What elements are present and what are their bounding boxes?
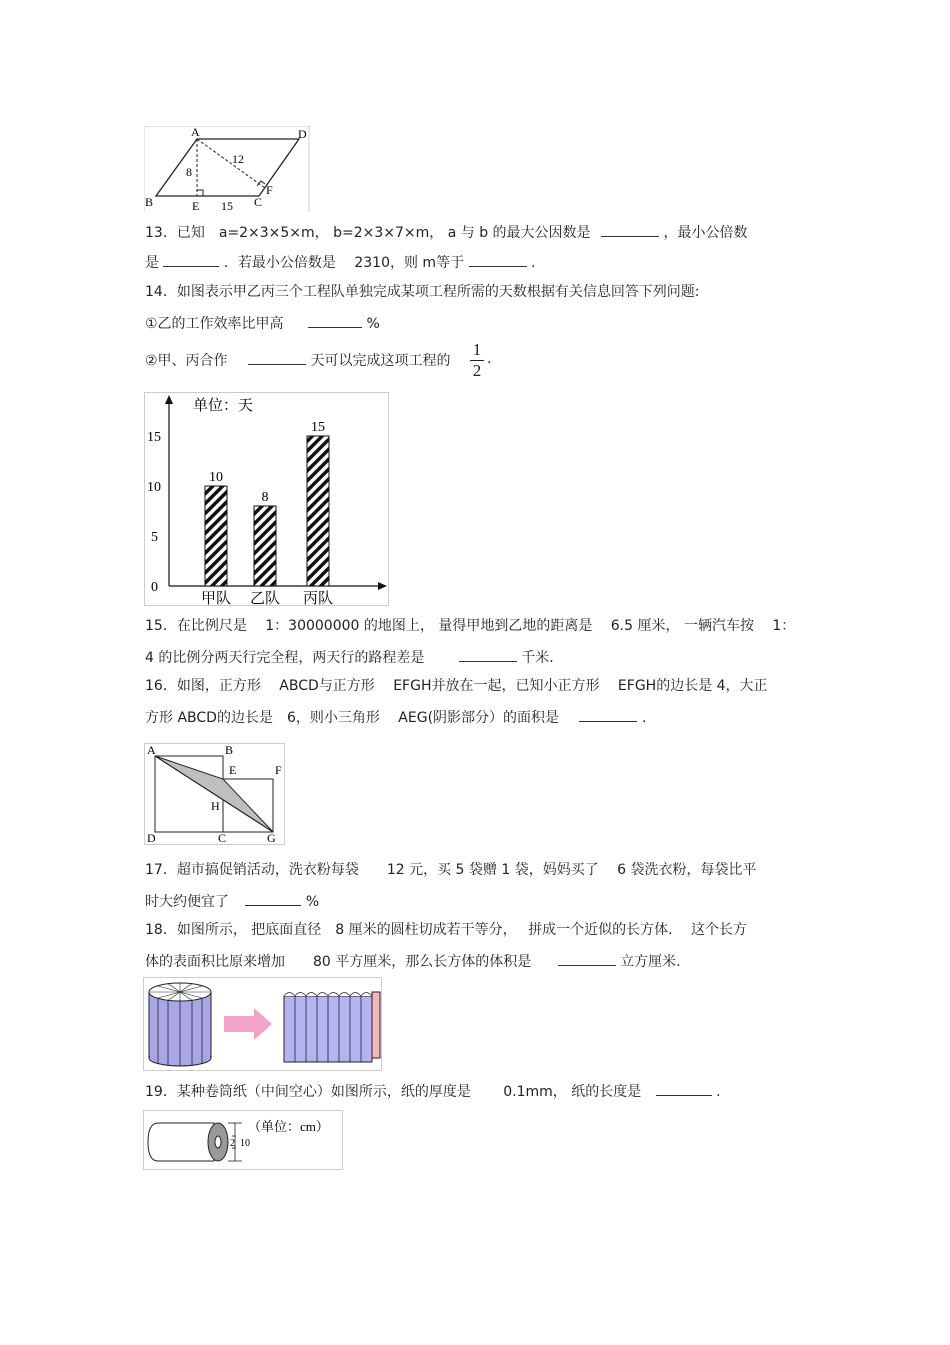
y-tick-label: 0	[151, 580, 158, 595]
q15-unit: 千米.	[521, 650, 554, 666]
q18-blank[interactable]	[558, 951, 616, 966]
q15-blank[interactable]	[459, 647, 517, 662]
bar-2	[254, 506, 276, 586]
chart-title: 单位：天	[193, 398, 254, 414]
height-label: 8	[186, 165, 192, 179]
q13-blank-gcd[interactable]	[601, 222, 659, 237]
roll-unit-label: （单位：cm）	[248, 1119, 329, 1134]
label-B: B	[145, 195, 154, 209]
label-E: E	[192, 199, 200, 212]
diagonal-label: 12	[232, 152, 244, 166]
q14-p2-period: .	[487, 351, 492, 367]
q14-part1	[145, 313, 380, 333]
cuboid	[284, 992, 380, 1062]
fraction-denominator: 2	[472, 361, 482, 380]
q15-line2	[145, 647, 554, 667]
bar-value-label: 8	[261, 490, 269, 505]
y-axis-arrow	[165, 395, 173, 404]
roll-inner-label: 2	[230, 1138, 235, 1149]
q17-blank[interactable]	[245, 891, 301, 906]
category-label: 丙队	[302, 591, 334, 606]
y-tick-label: 5	[151, 530, 158, 545]
q14-part2	[145, 350, 450, 370]
q14-p1-unit: %	[366, 316, 380, 332]
q13-blank-m[interactable]	[469, 252, 527, 267]
q16-end: .	[641, 710, 647, 726]
y-tick-label: 10	[147, 480, 161, 495]
parallelogram-figure	[144, 126, 310, 212]
q17-line2	[145, 891, 319, 911]
sq-label-H: H	[211, 799, 220, 813]
bar-value-label: 15	[311, 420, 325, 435]
q17-line1: 17．超市搞促销活动，洗衣粉每袋 12 元，买 5 袋赠 1 袋，妈妈买了 6 袋洗衣粉，每袋比平	[145, 862, 757, 878]
q15-text: 4 的比例分两天行完全程，两天行的路程差是	[145, 650, 425, 666]
q14-blank-1[interactable]	[308, 313, 362, 328]
y-tick-label: 15	[147, 430, 161, 445]
q17-unit: %	[305, 894, 320, 910]
sq-label-D: D	[147, 831, 156, 845]
q17-text: 时大约便宜了	[145, 894, 229, 910]
base-label: 15	[221, 199, 233, 212]
q14-p2-text2: 天可以完成这项工程的	[310, 353, 451, 369]
q13-line2	[145, 252, 535, 272]
sq-label-B: B	[225, 743, 234, 757]
q19-end: .	[716, 1084, 721, 1100]
label-C: C	[254, 195, 263, 209]
label-A: A	[191, 126, 200, 139]
sq-label-F: F	[275, 763, 282, 777]
q14-blank-2[interactable]	[248, 350, 306, 365]
q16-blank[interactable]	[579, 707, 637, 722]
q16-line1: 16．如图，正方形 ABCD与正方形 EFGH并放在一起，已知小正方形 EFGH的边长是 4，大正	[145, 678, 768, 694]
q13-text-b: ，最小公倍数	[663, 225, 748, 241]
q18-unit: 立方厘米.	[620, 954, 681, 970]
fraction-one-half	[468, 340, 486, 382]
transform-arrow	[224, 1008, 272, 1040]
q13-text-a: 13．已知 a=2×3×5×m， b=2×3×7×m， a 与 b 的最大公因数是	[145, 225, 591, 241]
paper-roll-figure	[143, 1110, 343, 1170]
q18-text: 体的表面积比原来增加 80 平方厘米，那么长方体的体积是	[145, 954, 532, 970]
sq-label-E: E	[229, 763, 237, 777]
q18-line1: 18．如图所示， 把底面直径 8 厘米的圆柱切成若干等分， 拼成一个近似的长方体. 这个长方	[145, 922, 747, 938]
q15-line1: 15．在比例尺是 1：30000000 的地图上， 量得甲地到乙地的距离是 6.5 厘米， 一辆汽车按 1：	[145, 618, 796, 634]
sq-label-A: A	[147, 743, 156, 757]
squares-figure	[144, 743, 285, 845]
q14-stem: 14．如图表示甲乙丙三个工程队单独完成某项工程所需的天数根据有关信息回答下列问题:	[145, 284, 700, 300]
q19-text: 19．某种卷筒纸（中间空心）如图所示，纸的厚度是 0.1mm， 纸的长度是	[145, 1084, 642, 1100]
q13-text-d: ．若最小公倍数是 2310，则 m等于	[223, 255, 465, 271]
cylinder	[149, 983, 211, 1066]
q13-text-e: .	[530, 255, 536, 271]
bar-chart	[144, 392, 389, 606]
bar-3	[307, 436, 329, 586]
label-D: D	[298, 127, 307, 141]
label-F: F	[266, 183, 273, 197]
q13-line1	[145, 222, 747, 242]
q13-text-c: 是	[145, 255, 159, 271]
sq-label-C: C	[218, 831, 227, 845]
category-label: 甲队	[200, 591, 232, 606]
cylinder-cuboid-figure	[143, 977, 382, 1071]
bar-1	[205, 486, 227, 586]
x-axis-arrow	[378, 582, 387, 590]
q14-p2-text: ②甲、丙合作	[145, 353, 228, 369]
q19-line1	[145, 1081, 721, 1101]
bar-value-label: 10	[209, 470, 223, 485]
fraction-numerator: 1	[472, 340, 482, 359]
sq-label-G: G	[267, 831, 276, 845]
q16-text: 方形 ABCD的边长是 6，则小三角形 AEG(阴影部分）的面积是	[145, 710, 560, 726]
q14-p1-text: ①乙的工作效率比甲高	[145, 316, 284, 332]
q19-blank[interactable]	[656, 1081, 712, 1096]
category-label: 乙队	[249, 591, 281, 606]
q13-blank-lcm[interactable]	[163, 252, 219, 267]
q16-line2	[145, 707, 646, 727]
roll-outer-label: 10	[240, 1138, 250, 1149]
q18-line2	[145, 951, 681, 971]
